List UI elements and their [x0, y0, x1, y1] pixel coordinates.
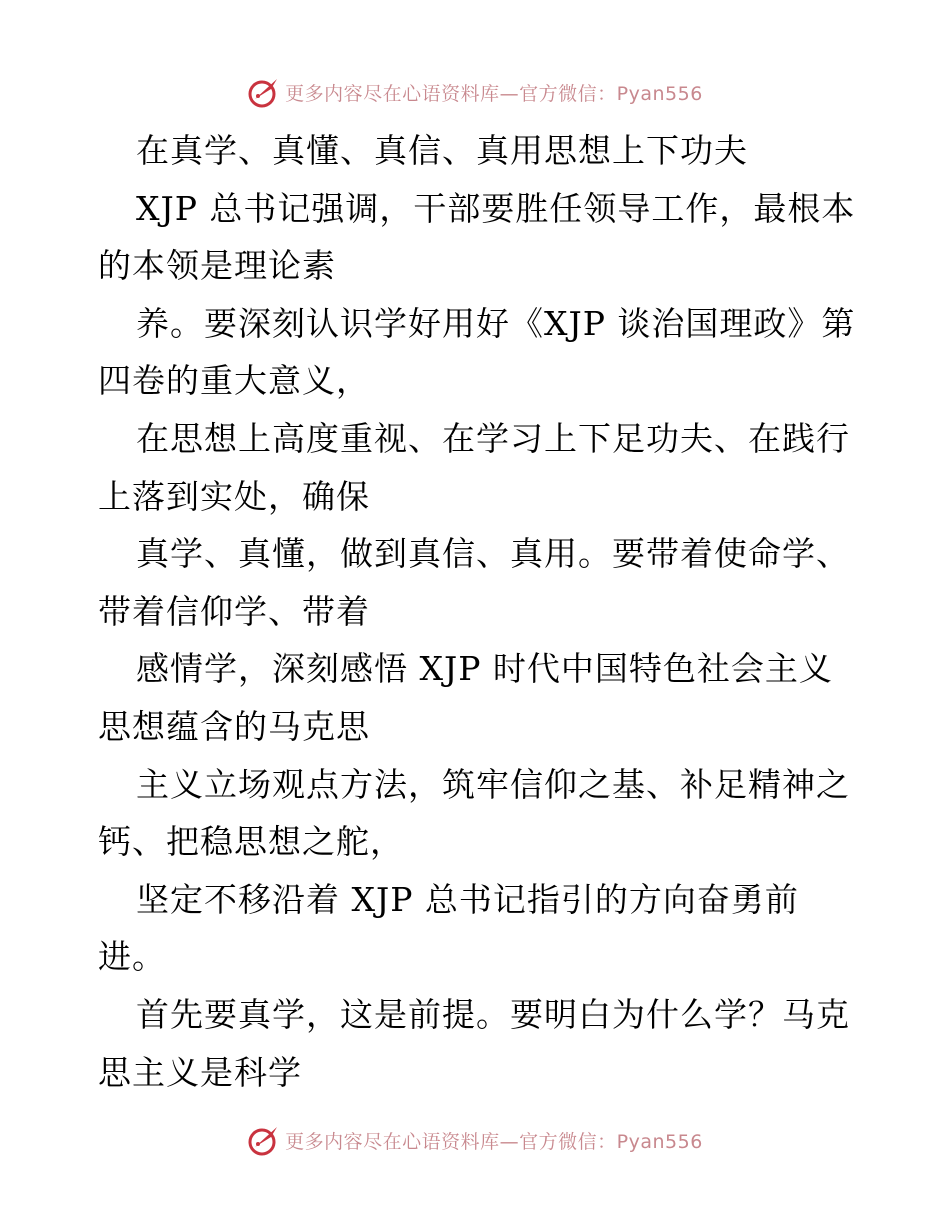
text-line: 钙、把稳思想之舵，	[98, 822, 404, 862]
header-watermark-banner	[0, 72, 950, 112]
banner-text: 更多内容尽在心语资料库—官方微信：Pyan556	[285, 1130, 703, 1153]
text-line: 首先要真学，这是前提。要明白为什么学？马克	[136, 994, 850, 1034]
text-line: XJP 总书记强调，干部要胜任领导工作，最根本	[136, 188, 856, 228]
text-line: 养。要深刻认识学好用好《XJP 谈治国理政》第	[136, 303, 856, 343]
text-line: 在思想上高度重视、在学习上下足功夫、在践行	[136, 418, 850, 458]
text-line: 真学、真懂，做到真信、真用。要带着使命学、	[136, 534, 850, 574]
footer-watermark-banner	[0, 1120, 950, 1160]
text-line: 带着信仰学、带着	[98, 591, 370, 631]
document-body	[98, 122, 858, 1101]
text-line: 上落到实处，确保	[98, 476, 370, 516]
quill-logo-icon	[247, 75, 281, 109]
text-line: 的本领是理论素	[98, 246, 336, 286]
text-line: 感情学，深刻感悟 XJP 时代中国特色社会主义	[136, 649, 833, 689]
text-line: 进。	[98, 937, 166, 977]
text-line: 四卷的重大意义，	[98, 361, 370, 401]
text-line: 坚定不移沿着 XJP 总书记指引的方向奋勇前	[136, 879, 799, 919]
quill-logo-icon	[247, 1123, 281, 1157]
text-line: 思想蕴含的马克思	[98, 706, 370, 746]
banner-text: 更多内容尽在心语资料库—官方微信：Pyan556	[285, 82, 703, 105]
text-line: 在真学、真懂、真信、真用思想上下功夫	[136, 131, 748, 170]
text-line: 主义立场观点方法，筑牢信仰之基、补足精神之	[136, 764, 850, 804]
text-line: 思主义是科学	[98, 1052, 302, 1092]
